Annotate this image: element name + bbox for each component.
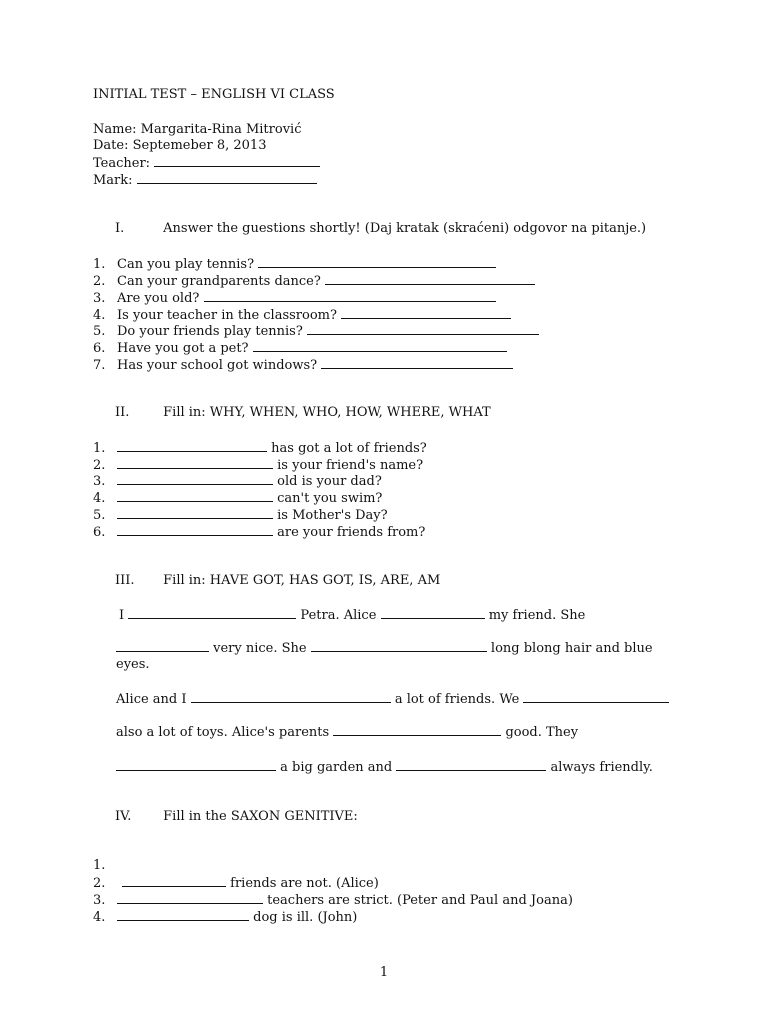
answer-blank[interactable]: [325, 272, 535, 285]
s3-text: I: [119, 608, 125, 623]
section-4-title: Fill in the SAXON GENITIVE:: [163, 809, 358, 824]
s1-item: [93, 356, 513, 374]
s4-item-number: 2.: [93, 876, 106, 891]
s1-item-number: 4.: [93, 308, 106, 323]
s2-item: [93, 506, 388, 524]
section-1-number: I.: [115, 221, 125, 236]
s3-text: Petra. Alice: [300, 608, 377, 623]
answer-blank[interactable]: [122, 874, 226, 887]
s4-item-number: 4.: [93, 910, 106, 925]
s2-item: [93, 489, 382, 507]
s1-item: [93, 322, 539, 340]
s1-item-text: Have you got a pet?: [117, 341, 249, 356]
s1-item-text: Can you play tennis?: [117, 257, 255, 272]
s1-item-text: Is your teacher in the classroom?: [117, 308, 337, 323]
section-3-number: III.: [115, 573, 135, 588]
s1-item-number: 2.: [93, 274, 106, 289]
answer-blank[interactable]: [117, 523, 273, 536]
mark-label: Mark:: [93, 173, 133, 188]
answer-blank[interactable]: [396, 758, 546, 771]
answer-blank[interactable]: [116, 639, 209, 652]
s4-item-number: 3.: [93, 893, 106, 908]
section-3-title: Fill in: HAVE GOT, HAS GOT, IS, ARE, AM: [163, 573, 441, 588]
s2-item: [93, 472, 382, 490]
s1-item-text: Has your school got windows?: [117, 358, 318, 373]
date-label: Date:: [93, 138, 129, 153]
answer-blank[interactable]: [191, 690, 391, 703]
name-value: Margarita-Rina Mitrović: [140, 122, 302, 137]
section-2-title: Fill in: WHY, WHEN, WHO, HOW, WHERE, WHAT: [163, 405, 491, 420]
s4-item: [93, 874, 379, 892]
s2-item-text: old is your dad?: [277, 474, 382, 489]
teacher-row: [93, 154, 320, 172]
answer-blank[interactable]: [117, 506, 273, 519]
answer-blank[interactable]: [116, 758, 276, 771]
s3-text: also a lot of toys. Alice's parents: [116, 725, 330, 740]
answer-blank[interactable]: [321, 356, 513, 369]
s3-paragraph-line: [116, 656, 150, 673]
s2-item-number: 5.: [93, 508, 106, 523]
s3-text: a lot of friends. We: [394, 692, 520, 707]
s3-text: very nice. She: [213, 641, 307, 656]
answer-blank[interactable]: [311, 639, 487, 652]
s3-text: good. They: [505, 725, 579, 740]
section-3-heading: [93, 572, 440, 589]
s2-item-number: 3.: [93, 474, 106, 489]
s3-text: always friendly.: [550, 760, 653, 775]
s1-item-text: Are you old?: [117, 291, 200, 306]
mark-row: [93, 171, 317, 189]
section-4-number: IV.: [115, 809, 132, 824]
answer-blank[interactable]: [117, 439, 267, 452]
s4-item: [93, 891, 573, 909]
answer-blank[interactable]: [117, 472, 273, 485]
s1-item: [93, 339, 507, 357]
answer-blank[interactable]: [341, 306, 511, 319]
s2-item-text: are your friends from?: [277, 525, 426, 540]
s2-item: [93, 439, 427, 457]
s1-item: [93, 289, 496, 307]
s3-paragraph-line: [116, 639, 653, 657]
s4-item: [93, 857, 117, 874]
section-1-title: Answer the guestions shortly! (Daj kratak (skraćeni) odgovor na pitanje.): [163, 221, 647, 236]
s2-item-text: can't you swim?: [277, 491, 383, 506]
answer-blank[interactable]: [117, 489, 273, 502]
s2-item-number: 4.: [93, 491, 106, 506]
s1-item-number: 5.: [93, 324, 106, 339]
s3-paragraph-line: [119, 606, 585, 624]
answer-blank[interactable]: [204, 289, 496, 302]
s2-item-text: has got a lot of friends?: [271, 441, 427, 456]
answer-blank[interactable]: [117, 908, 249, 921]
date-value: Septemeber 8, 2013: [132, 138, 267, 153]
answer-blank[interactable]: [307, 322, 539, 335]
answer-blank[interactable]: [117, 456, 273, 469]
answer-blank[interactable]: [117, 891, 263, 904]
document-title: INITIAL TEST – ENGLISH VI CLASS: [93, 87, 335, 102]
s1-item-number: 1.: [93, 257, 106, 272]
s4-item-text: dog is ill. (John): [253, 910, 358, 925]
s1-item: [93, 255, 496, 273]
s2-item-text: is Mother's Day?: [277, 508, 388, 523]
s1-item: [93, 272, 535, 290]
s1-item-text: Do your friends play tennis?: [117, 324, 303, 339]
s1-item-number: 7.: [93, 358, 106, 373]
s3-paragraph-line: [116, 690, 669, 708]
s3-text: my friend. She: [488, 608, 586, 623]
s2-item-number: 2.: [93, 458, 106, 473]
teacher-blank[interactable]: [154, 154, 320, 167]
teacher-label: Teacher:: [93, 156, 151, 171]
answer-blank[interactable]: [253, 339, 507, 352]
answer-blank[interactable]: [523, 690, 669, 703]
s3-text: eyes.: [116, 657, 150, 672]
s4-item-text: friends are not. (Alice): [230, 876, 379, 891]
s1-item-text: Can your grandparents dance?: [117, 274, 321, 289]
s2-item: [93, 523, 425, 541]
s2-item-number: 6.: [93, 525, 106, 540]
s3-text: a big garden and: [280, 760, 393, 775]
s1-item-number: 6.: [93, 341, 106, 356]
s4-item: [93, 908, 357, 926]
name-label: Name:: [93, 122, 137, 137]
answer-blank[interactable]: [333, 723, 501, 736]
section-2-heading: [93, 404, 491, 421]
s3-paragraph-line: [116, 758, 653, 776]
section-4-heading: [93, 808, 358, 825]
s3-text: Alice and I: [116, 692, 187, 707]
s4-item-text: teachers are strict. (Peter and Paul and Joana): [267, 893, 573, 908]
answer-blank[interactable]: [128, 606, 296, 619]
answer-blank[interactable]: [381, 606, 485, 619]
mark-blank[interactable]: [137, 171, 317, 184]
section-1-heading: [93, 220, 646, 237]
s3-paragraph-line: [116, 723, 578, 741]
s4-item-number: 1.: [93, 858, 106, 873]
name-row: [93, 121, 301, 138]
s2-item-text: is your friend's name?: [277, 458, 424, 473]
section-2-number: II.: [115, 405, 130, 420]
answer-blank[interactable]: [258, 255, 496, 268]
page-number: 1: [379, 965, 389, 980]
date-row: [93, 137, 266, 154]
s2-item-number: 1.: [93, 441, 106, 456]
s1-item-number: 3.: [93, 291, 106, 306]
s3-text: long blong hair and blue: [490, 641, 653, 656]
